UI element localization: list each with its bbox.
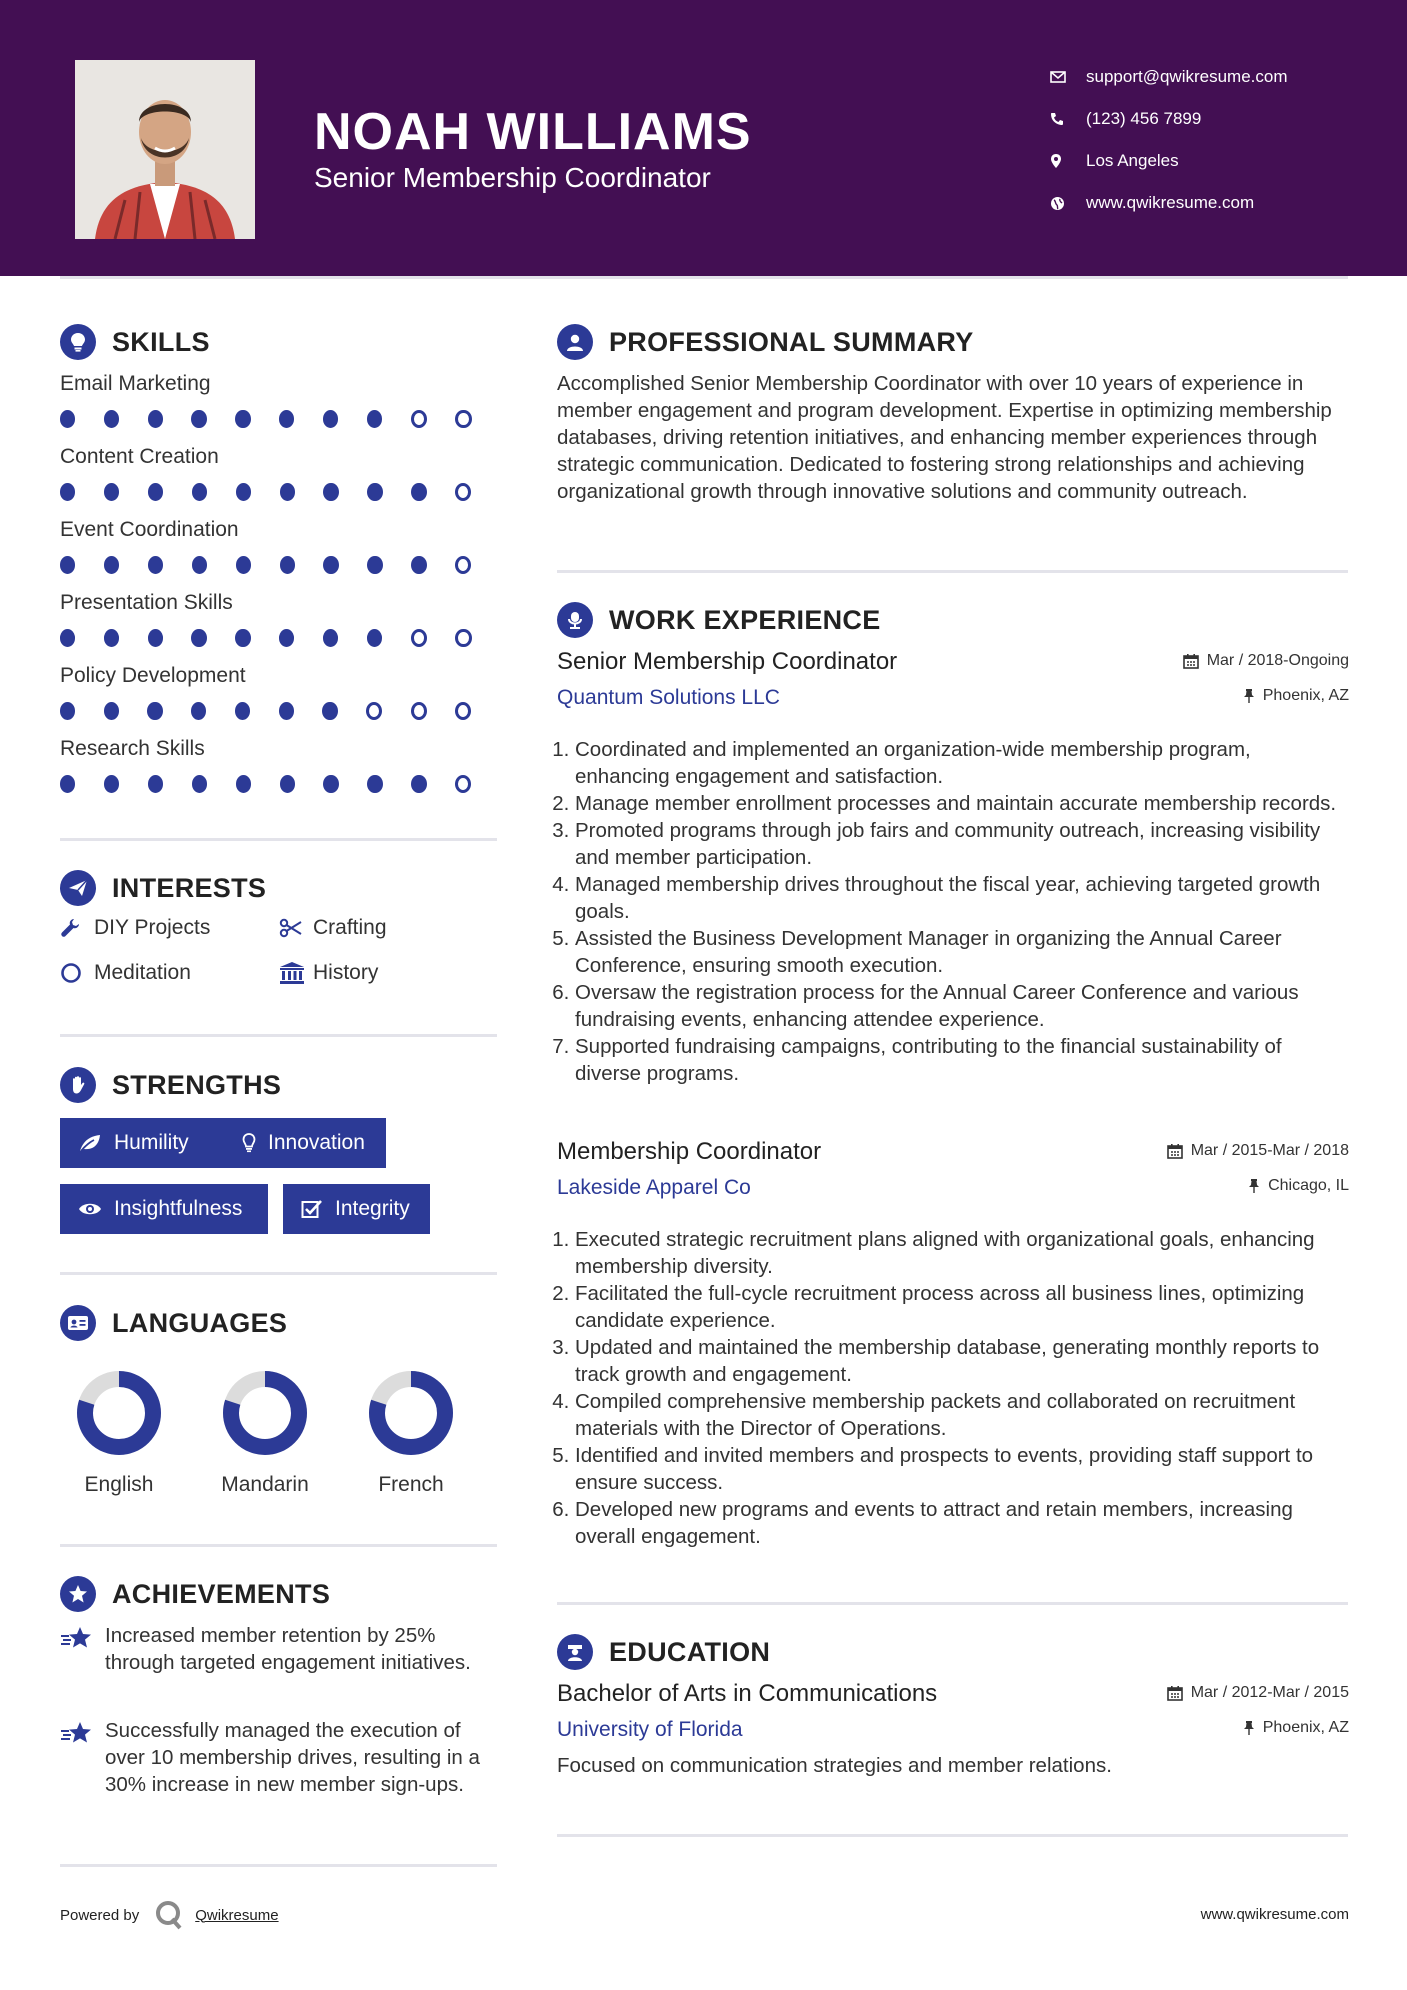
- experience-heading: [557, 602, 881, 638]
- skill-rating-dot: [191, 629, 206, 647]
- interest-label: DIY Projects: [94, 916, 211, 939]
- summary-heading: [557, 324, 974, 360]
- skill-rating-dot: [104, 702, 119, 720]
- skills-title: SKILLS: [112, 326, 210, 357]
- job-bullet: 5. Identified and invited members and prospects to events, providing staff support to ensure success.: [575, 1442, 1349, 1496]
- skill-rating-dot: [367, 410, 382, 428]
- pin-icon: [1248, 1178, 1260, 1194]
- briefcase-icon: [557, 602, 593, 638]
- envelope-icon: [1050, 71, 1086, 83]
- wrench-icon: [60, 917, 94, 939]
- achievement-text: Increased member retention by 25% through targeted engagement initiatives.: [105, 1624, 471, 1674]
- skill-rating-dot: [323, 483, 338, 501]
- language-label: French: [378, 1473, 444, 1496]
- skill-rating-dot: [366, 702, 382, 720]
- job-location: [1248, 1177, 1349, 1195]
- summary-text: Accomplished Senior Membership Coordinator with over 10 years of experience in member engagement and program development. Expertise in optimizing membership databases, driving retention initiatives, and enhancing member experiences through strategic communication. Dedicated to fostering strong relationships and achieving organizational growth through innovative solutions and community outreach.: [557, 372, 1332, 503]
- skill-rating-dot: [455, 483, 471, 501]
- achievement-item: [60, 1717, 500, 1798]
- circle-icon: [60, 962, 94, 984]
- skill-label: Policy Development: [60, 664, 246, 687]
- language-donut: [64, 1368, 174, 1458]
- contact-email[interactable]: [1050, 56, 1380, 98]
- pin-icon: [1243, 688, 1255, 704]
- skill-rating: [60, 556, 500, 574]
- skill-rating-dot: [60, 775, 75, 793]
- skill-rating-dot: [236, 556, 251, 574]
- education-date-text: Mar / 2012-Mar / 2015: [1190, 1684, 1349, 1701]
- school-name: University of Florida: [557, 1718, 743, 1741]
- skill-rating-dot: [323, 775, 338, 793]
- section-divider: [557, 1602, 1348, 1605]
- strength-tag: [283, 1184, 430, 1234]
- skill-rating-dot: [367, 775, 382, 793]
- interest-item: [60, 961, 191, 985]
- contact-phone[interactable]: [1050, 98, 1380, 140]
- strengths-heading: [60, 1067, 281, 1103]
- skill-label: Content Creation: [60, 445, 219, 468]
- interests-title: INTERESTS: [112, 872, 267, 903]
- strength-label: Integrity: [335, 1197, 410, 1220]
- skill-label: Event Coordination: [60, 518, 239, 541]
- star-icon: [60, 1622, 105, 1676]
- education-title: EDUCATION: [609, 1636, 771, 1667]
- education-heading: [557, 1634, 770, 1670]
- skill-rating-dot: [148, 629, 163, 647]
- skill-rating-dot: [147, 702, 162, 720]
- skill-label: Email Marketing: [60, 372, 211, 395]
- skill-rating-dot: [280, 556, 295, 574]
- job-bullets: [557, 736, 1349, 1087]
- languages-title: LANGUAGES: [112, 1307, 288, 1338]
- contact-phone-text: (123) 456 7899: [1086, 109, 1202, 128]
- education-description: Focused on communication strategies and member relations.: [557, 1754, 1112, 1777]
- skill-item: [60, 591, 500, 647]
- language-donut: [210, 1368, 320, 1458]
- globe-icon: [1050, 196, 1086, 211]
- leaf-icon: [78, 1133, 102, 1153]
- job-title: Membership Coordinator: [557, 1138, 822, 1165]
- section-divider: [60, 1864, 497, 1867]
- section-divider: [60, 1544, 497, 1547]
- contact-website-text: www.qwikresume.com: [1086, 193, 1255, 212]
- skill-rating-dot: [455, 775, 471, 793]
- skill-rating-dot: [148, 556, 163, 574]
- skill-rating-dot: [280, 483, 295, 501]
- skill-rating-dot: [60, 702, 75, 720]
- skill-rating-dot: [235, 702, 250, 720]
- education-location-text: Phoenix, AZ: [1262, 1719, 1349, 1736]
- achievement-item: [60, 1622, 500, 1676]
- skill-rating-dot: [455, 629, 471, 647]
- interest-item: [60, 916, 210, 940]
- skill-rating-dot: [236, 483, 251, 501]
- skill-rating-dot: [191, 702, 206, 720]
- section-divider: [60, 1272, 497, 1275]
- skill-rating-dot: [367, 556, 382, 574]
- skill-rating-dot: [411, 556, 426, 574]
- skill-item: [60, 664, 500, 720]
- skill-label: Research Skills: [60, 737, 205, 760]
- education-location: [1243, 1719, 1349, 1737]
- contact-email-text: support@qwikresume.com: [1086, 67, 1288, 86]
- skill-rating-dot: [235, 410, 250, 428]
- skill-rating: [60, 629, 500, 647]
- skill-rating-dot: [60, 410, 75, 428]
- strength-tag: [60, 1184, 268, 1234]
- footer-website[interactable]: www.qwikresume.com: [1200, 1906, 1349, 1923]
- map-marker-icon: [1050, 153, 1086, 169]
- skill-rating-dot: [367, 629, 382, 647]
- skill-rating-dot: [192, 483, 207, 501]
- skill-rating-dot: [411, 775, 426, 793]
- contact-list: [1050, 56, 1380, 224]
- contact-location-text: Los Angeles: [1086, 151, 1179, 170]
- section-divider: [60, 838, 497, 841]
- job-date-text: Mar / 2018-Ongoing: [1206, 652, 1349, 669]
- job-company: Quantum Solutions LLC: [557, 686, 780, 709]
- skill-rating-dot: [279, 410, 294, 428]
- strength-label: Innovation: [268, 1131, 365, 1154]
- job-location-text: Phoenix, AZ: [1262, 687, 1349, 704]
- job-entry: [557, 1138, 1349, 1550]
- interests-heading: [60, 870, 266, 906]
- paper-plane-icon: [60, 870, 96, 906]
- section-divider: [557, 570, 1348, 573]
- achievements-title: ACHIEVEMENTS: [112, 1578, 331, 1609]
- job-bullet: 3. Promoted programs through job fairs and community outreach, increasing visibility and member participation.: [575, 817, 1349, 871]
- skill-rating-dot: [236, 775, 251, 793]
- job-bullet: 1. Executed strategic recruitment plans aligned with organizational goals, enhancing membership diversity.: [575, 1226, 1349, 1280]
- skill-rating: [60, 775, 500, 793]
- strength-label: Humility: [114, 1131, 189, 1154]
- skill-rating: [60, 410, 500, 428]
- skill-rating-dot: [148, 410, 163, 428]
- job-location: [1243, 687, 1349, 705]
- language-item: [356, 1368, 466, 1497]
- skill-rating-dot: [104, 775, 119, 793]
- scissors-icon: [279, 918, 313, 938]
- skill-rating-dot: [191, 410, 206, 428]
- phone-icon: [1050, 112, 1086, 126]
- job-title: Senior Membership Coordinator: [557, 648, 898, 675]
- degree-title: Bachelor of Arts in Communications: [557, 1680, 938, 1707]
- skill-rating-dot: [148, 775, 163, 793]
- skill-rating-dot: [323, 556, 338, 574]
- job-bullet: 5. Assisted the Business Development Manager in organizing the Annual Career Conference, ensuring smooth execution.: [575, 925, 1349, 979]
- candidate-title: Senior Membership Coordinator: [314, 162, 711, 193]
- skill-rating-dot: [104, 629, 119, 647]
- lightbulb-icon: [60, 324, 96, 360]
- person-photo-illustration: [75, 60, 255, 239]
- language-donut: [356, 1368, 466, 1458]
- interest-item: [279, 961, 378, 985]
- language-label: Mandarin: [221, 1473, 309, 1496]
- skill-rating-dot: [60, 629, 75, 647]
- languages-heading: [60, 1305, 287, 1341]
- skill-rating: [60, 702, 500, 720]
- graduate-icon: [557, 1634, 593, 1670]
- skill-rating-dot: [279, 629, 294, 647]
- skill-label: Presentation Skills: [60, 591, 233, 614]
- skill-rating-dot: [104, 556, 119, 574]
- language-item: [64, 1368, 174, 1497]
- job-bullet: 7. Supported fundraising campaigns, contributing to the financial sustainability of diverse programs.: [575, 1033, 1349, 1087]
- skill-rating-dot: [280, 775, 295, 793]
- job-bullet: 4. Managed membership drives throughout the fiscal year, achieving targeted growth goals.: [575, 871, 1349, 925]
- header: [0, 0, 1407, 276]
- powered-by-text: Powered by: [60, 1906, 140, 1924]
- job-bullet: 2. Facilitated the full-cycle recruitment process across all business lines, optimizing candidate experience.: [575, 1280, 1349, 1334]
- skill-rating-dot: [192, 556, 207, 574]
- user-icon: [557, 324, 593, 360]
- footer-powered-by: [60, 1900, 279, 1930]
- skill-item: [60, 737, 500, 793]
- qwikresume-link[interactable]: Qwikresume: [195, 1906, 279, 1924]
- id-card-icon: [60, 1305, 96, 1341]
- skill-item: [60, 372, 500, 428]
- eye-icon: [78, 1201, 102, 1217]
- lightbulb-icon: [242, 1133, 256, 1153]
- job-bullets: [557, 1226, 1349, 1550]
- candidate-name: NOAH WILLIAMS: [314, 103, 752, 161]
- job-bullet: 2. Manage member enrollment processes and maintain accurate membership records.: [575, 790, 1349, 817]
- skill-item: [60, 518, 500, 574]
- calendar-icon: [1167, 1143, 1183, 1159]
- achievement-text: Successfully managed the execution of over 10 membership drives, resulting in a 30% increase in new member sign-ups.: [105, 1719, 480, 1796]
- interest-item: [279, 916, 387, 940]
- job-date: [1167, 1142, 1349, 1160]
- contact-website[interactable]: [1050, 182, 1380, 224]
- skill-rating-dot: [104, 410, 119, 428]
- job-bullet: 6. Developed new programs and events to attract and retain members, increasing overall engagement.: [575, 1496, 1349, 1550]
- job-bullet: 6. Oversaw the registration process for the Annual Career Conference and various fundraising events, enhancing attendee experience.: [575, 979, 1349, 1033]
- skill-item: [60, 445, 500, 501]
- strength-tag: [224, 1118, 386, 1168]
- summary-title: PROFESSIONAL SUMMARY: [609, 326, 974, 357]
- museum-icon: [279, 961, 313, 985]
- check-square-icon: [301, 1199, 323, 1219]
- skill-rating-dot: [323, 410, 338, 428]
- skill-rating-dot: [323, 629, 338, 647]
- skill-rating-dot: [192, 775, 207, 793]
- skill-rating-dot: [455, 556, 471, 574]
- pin-icon: [1243, 1720, 1255, 1736]
- star-badge-icon: [60, 1576, 96, 1612]
- job-date: [1183, 652, 1349, 670]
- job-entry: [557, 648, 1349, 1087]
- skill-rating-dot: [411, 702, 427, 720]
- skills-heading: [60, 324, 210, 360]
- job-location-text: Chicago, IL: [1268, 1177, 1349, 1194]
- calendar-icon: [1183, 653, 1199, 669]
- strengths-title: STRENGTHS: [112, 1069, 282, 1100]
- skill-rating-dot: [235, 629, 250, 647]
- section-divider: [557, 1834, 1348, 1837]
- job-bullet: 3. Updated and maintained the membership database, generating monthly reports to track growth and engagement.: [575, 1334, 1349, 1388]
- skill-rating: [60, 483, 500, 501]
- star-icon: [60, 1717, 105, 1798]
- skill-rating-dot: [60, 483, 75, 501]
- education-date: [1167, 1684, 1349, 1702]
- skill-rating-dot: [411, 629, 427, 647]
- skill-rating-dot: [322, 702, 337, 720]
- job-date-text: Mar / 2015-Mar / 2018: [1190, 1142, 1349, 1159]
- calendar-icon: [1167, 1685, 1183, 1701]
- qwikresume-logo-icon: [155, 1900, 183, 1930]
- skill-rating-dot: [104, 483, 119, 501]
- section-divider: [60, 1034, 497, 1037]
- interest-label: History: [313, 961, 379, 984]
- header-divider: [60, 276, 1348, 279]
- strength-label: Insightfulness: [114, 1197, 243, 1220]
- skill-rating-dot: [279, 702, 294, 720]
- skill-rating-dot: [411, 410, 427, 428]
- contact-location: [1050, 140, 1380, 182]
- profile-photo: [75, 60, 255, 239]
- interest-label: Meditation: [94, 961, 191, 984]
- job-bullet: 4. Compiled comprehensive membership packets and collaborated on recruitment materials with the Director of Operations.: [575, 1388, 1349, 1442]
- skill-rating-dot: [148, 483, 163, 501]
- language-label: English: [84, 1473, 154, 1496]
- skill-rating-dot: [455, 702, 471, 720]
- experience-title: WORK EXPERIENCE: [609, 604, 881, 635]
- skill-rating-dot: [367, 483, 382, 501]
- education-entry: [557, 1680, 1349, 1778]
- hand-icon: [60, 1067, 96, 1103]
- interest-label: Crafting: [313, 916, 387, 939]
- job-company: Lakeside Apparel Co: [557, 1176, 751, 1199]
- skill-rating-dot: [455, 410, 471, 428]
- language-item: [210, 1368, 320, 1497]
- skill-rating-dot: [60, 556, 75, 574]
- job-bullet: 1. Coordinated and implemented an organization-wide membership program, enhancing engagement and satisfaction.: [575, 736, 1349, 790]
- skill-rating-dot: [411, 483, 426, 501]
- achievements-heading: [60, 1576, 330, 1612]
